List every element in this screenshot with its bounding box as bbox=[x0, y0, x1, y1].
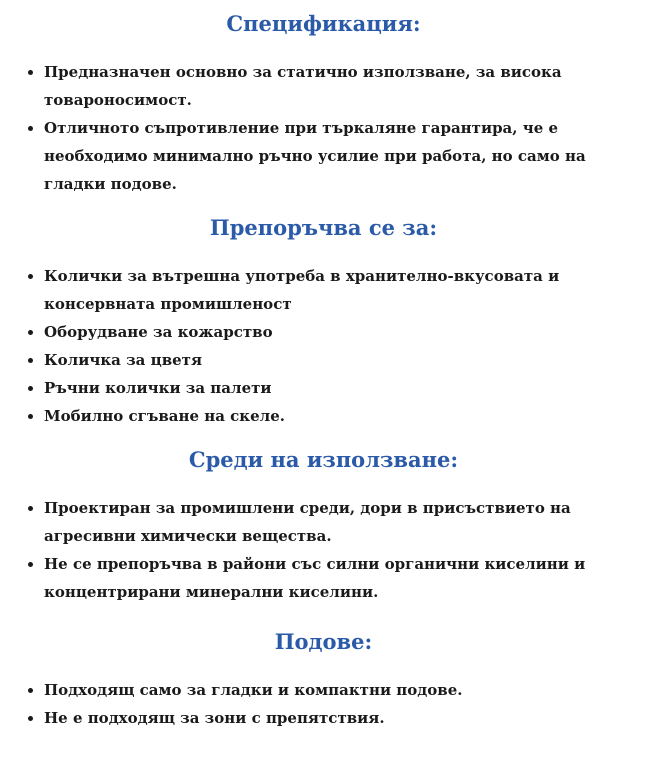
recommended-item: Количка за цветя bbox=[28, 346, 631, 374]
recommended-item: Оборудване за кожарство bbox=[28, 318, 631, 346]
floor-item: Подходящ само за гладки и компактни подове. bbox=[28, 676, 631, 704]
environment-item: Проектиран за промишлени среди, дори в присъствието на агресивни химически вещества. bbox=[28, 494, 631, 550]
recommended-for-heading: Препоръчва се за: bbox=[209, 215, 438, 240]
specification-item: Предназначен основно за статично използване, за висока товароносимост. bbox=[28, 58, 631, 114]
specification-item: Отличното съпротивление при търкаляне гарантира, че е необходимо минимално ръчно усилие при работа, но само на гладки подове. bbox=[28, 114, 631, 198]
environment-item: Не се препоръчва в райони със силни органични киселини и концентрирани минерални киселини. bbox=[28, 550, 631, 606]
floors-heading: Подове: bbox=[274, 629, 373, 654]
usage-environments-list bbox=[16, 494, 631, 606]
floor-item: Не е подходящ за зони с препятствия. bbox=[28, 704, 631, 732]
recommended-item: Колички за вътрешна употреба в хранително-вкусовата и консервната промишленост bbox=[28, 262, 631, 318]
recommended-item: Ръчни колички за палети bbox=[28, 374, 631, 402]
recommended-item: Мобилно сгъване на скеле. bbox=[28, 402, 631, 430]
recommended-for-list bbox=[16, 262, 631, 430]
specification-heading: Спецификация: bbox=[226, 11, 421, 36]
specification-list bbox=[16, 58, 631, 198]
usage-environments-heading: Среди на използване: bbox=[188, 447, 459, 472]
floors-list bbox=[16, 676, 631, 732]
